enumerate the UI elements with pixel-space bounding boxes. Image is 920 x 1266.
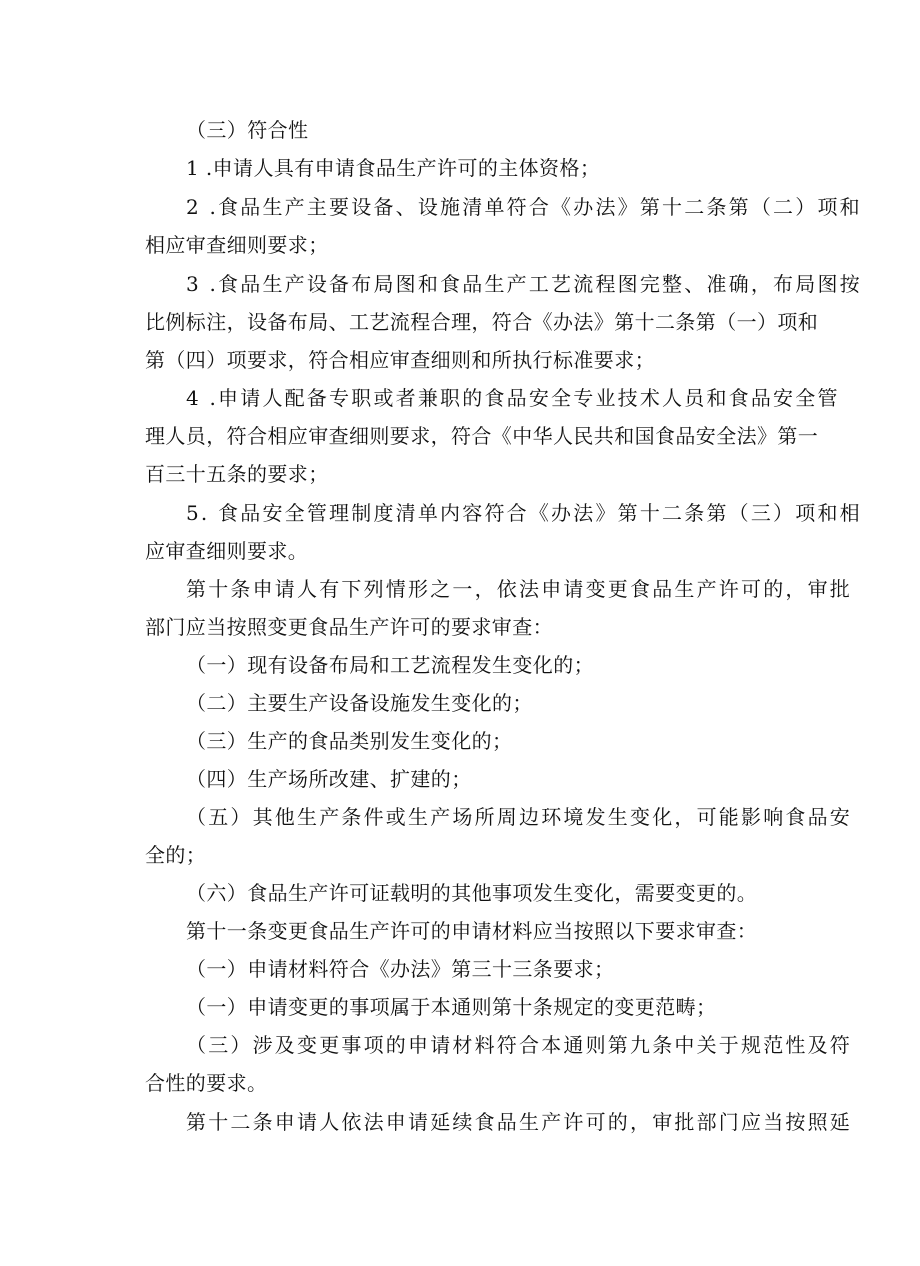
text-line-9: 百三十五条的要求；: [145, 462, 329, 486]
text-line-5: 比例标注，设备布局、工艺流程合理，符合《办法》第十二条第（一）项和: [145, 310, 819, 334]
article-10-item-4: （四）生产场所改建、扩建的；: [186, 767, 472, 791]
text-line-3: 相应审查细则要求；: [145, 233, 329, 257]
text-line-2: 2 .食品生产主要设备、设施清单符合《办法》第十二条第（二）项和: [186, 195, 862, 219]
text-line-6: 第（四）项要求，符合相应审查细则和所执行标准要求；: [145, 348, 655, 372]
article-10-item-6: （六）食品生产许可证载明的其他事项发生变化，需要变更的。: [186, 881, 758, 905]
article-10-item-5-cont: 全的；: [145, 843, 207, 867]
article-11-item-2: （一）申请变更的事项属于本通则第十条规定的变更范畴；: [186, 995, 717, 1019]
text-line-10: 5. 食品安全管理制度清单内容符合《办法》第十二条第（三）项和相: [186, 501, 862, 525]
article-11-item-3-cont: 合性的要求。: [145, 1071, 268, 1095]
text-line-11: 应审查细则要求。: [145, 539, 309, 563]
article-12-line-1: 第十二条申请人依法申请延续食品生产许可的，审批部门应当按照延: [186, 1110, 852, 1134]
text-line-7: 4 .申请人配备专职或者兼职的食品安全专业技术人员和食品安全管: [186, 386, 840, 410]
text-line-1: 1 .申请人具有申请食品生产许可的主体资格；: [186, 156, 601, 180]
article-10-item-1: （一）现有设备布局和工艺流程发生变化的；: [186, 653, 594, 677]
article-10-item-2: （二）主要生产设备设施发生变化的；: [186, 691, 533, 715]
text-line-8: 理人员，符合相应审查细则要求，符合《中华人民共和国食品安全法》第一: [145, 424, 819, 448]
article-10-item-5: （五）其他生产条件或生产场所周边环境发生变化，可能影响食品安: [186, 805, 852, 829]
article-10-line-1: 第十条申请人有下列情形之一，依法申请变更食品生产许可的，审批: [186, 577, 852, 601]
article-11-item-1: （一）申请材料符合《办法》第三十三条要求；: [186, 957, 615, 981]
article-10-item-3: （三）生产的食品类别发生变化的；: [186, 729, 513, 753]
article-11-item-3: （三）涉及变更事项的申请材料符合本通则第九条中关于规范性及符: [186, 1033, 852, 1057]
text-line-4: 3 .食品生产设备布局图和食品生产工艺流程图完整、准确，布局图按: [186, 272, 862, 296]
section-heading-conformity: （三）符合性: [186, 118, 309, 142]
article-10-line-2: 部门应当按照变更食品生产许可的要求审查：: [145, 615, 553, 639]
article-11-line-1: 第十一条变更食品生产许可的申请材料应当按照以下要求审查：: [186, 919, 758, 943]
